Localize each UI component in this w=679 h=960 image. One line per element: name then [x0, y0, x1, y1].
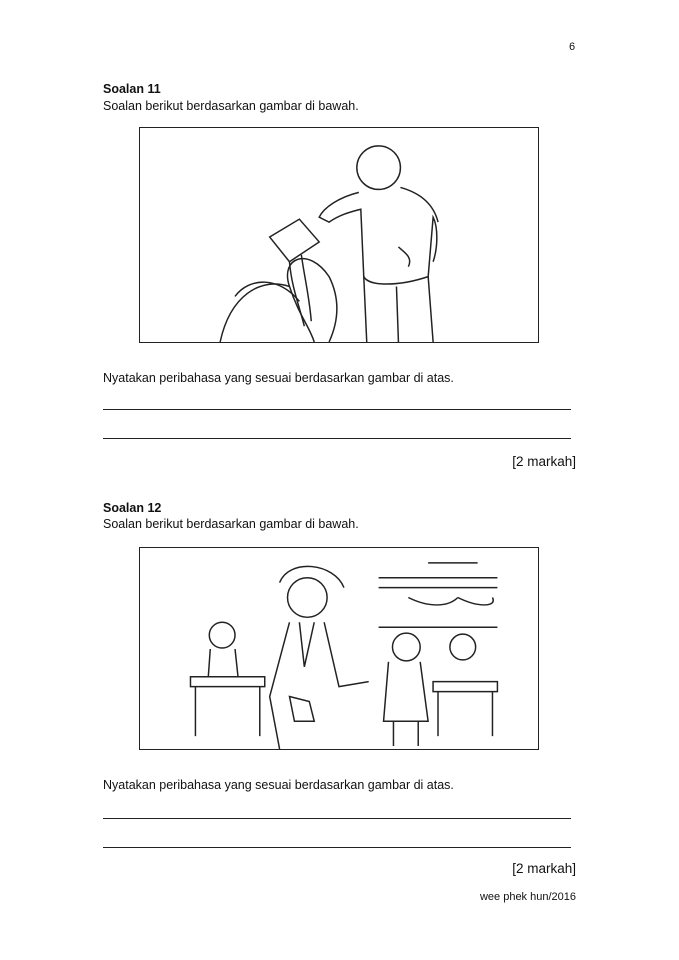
- answer-line[interactable]: [103, 409, 571, 410]
- question-12-title: Soalan 12: [103, 501, 162, 515]
- question-12-illustration: [139, 547, 539, 750]
- footer-credit: wee phek hun/2016: [479, 891, 576, 903]
- question-11-title: Soalan 11: [103, 82, 161, 96]
- question-11-illustration: [139, 127, 539, 343]
- question-11-instruction: Soalan berikut berdasarkan gambar di bawah.: [103, 99, 359, 113]
- question-11-marks: [2 markah]: [512, 454, 576, 469]
- page-number: 6: [569, 41, 576, 53]
- answer-line[interactable]: [103, 818, 571, 819]
- question-12-instruction: Soalan berikut berdasarkan gambar di bawah.: [103, 517, 359, 531]
- answer-line[interactable]: [103, 438, 571, 439]
- answer-line[interactable]: [103, 847, 571, 848]
- question-11-prompt: Nyatakan peribahasa yang sesuai berdasarkan gambar di atas.: [103, 371, 454, 385]
- question-12-marks: [2 markah]: [512, 861, 576, 876]
- question-12-prompt: Nyatakan peribahasa yang sesuai berdasarkan gambar di atas.: [103, 778, 454, 792]
